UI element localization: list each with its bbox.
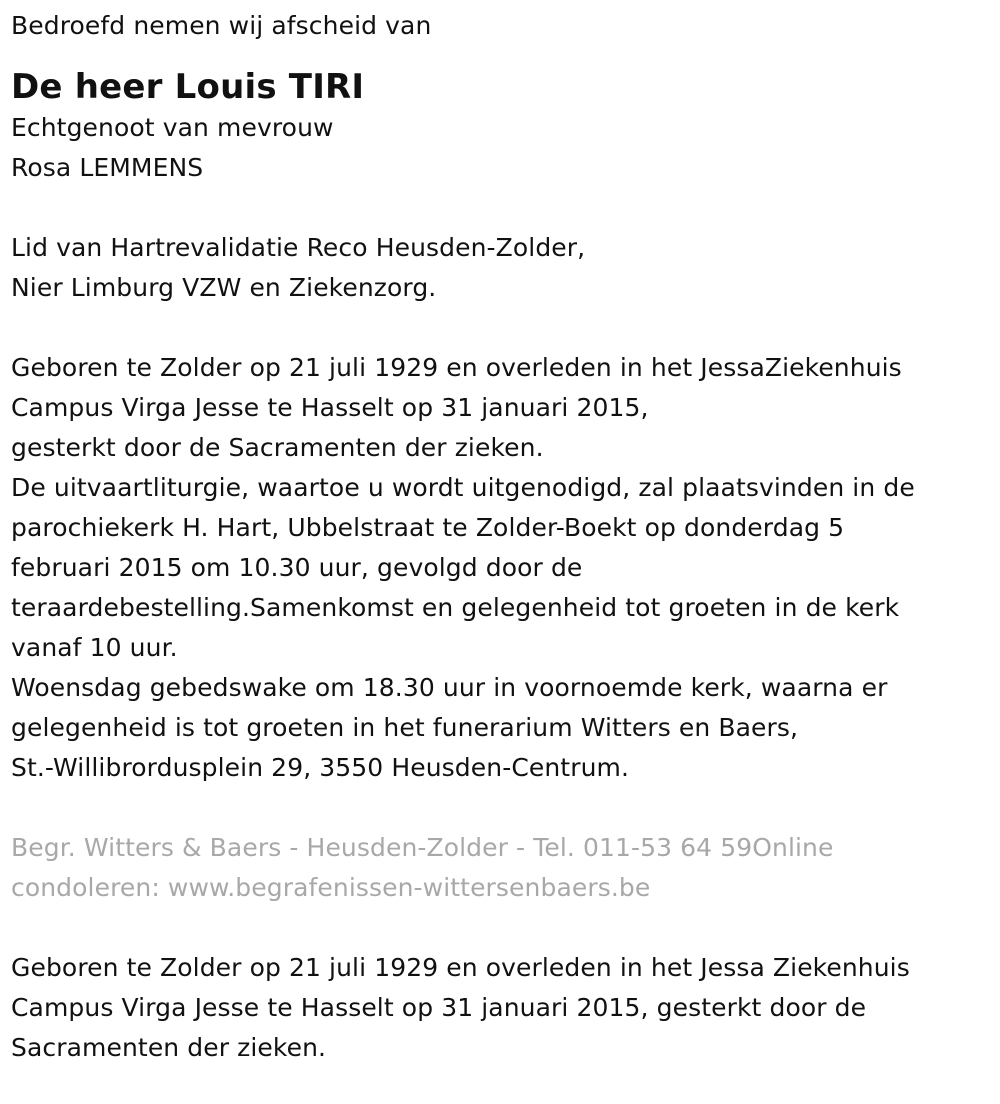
announcement-line: februari 2015 om 10.30 uur, gevolgd door de bbox=[11, 553, 583, 582]
membership-line-1: Lid van Hartrevalidatie Reco Heusden-Zolder, bbox=[11, 233, 586, 262]
funeral-home-block bbox=[11, 828, 1000, 908]
spouse-line-1: Echtgenoot van mevrouw bbox=[11, 113, 334, 142]
spacer bbox=[11, 308, 1000, 348]
funeral-home-line: condoleren: www.begrafenissen-wittersenbaers.be bbox=[11, 873, 651, 902]
announcement-line: St.-Willibrordusplein 29, 3550 Heusden-Centrum. bbox=[11, 753, 630, 782]
announcement-line: parochiekerk H. Hart, Ubbelstraat te Zolder-Boekt op donderdag 5 bbox=[11, 513, 845, 542]
spacer bbox=[11, 908, 1000, 948]
deceased-name: De heer Louis TIRI bbox=[11, 67, 365, 107]
intro-text: Bedroefd nemen wij afscheid van bbox=[11, 11, 432, 40]
spacer bbox=[11, 788, 1000, 828]
membership-line-2: Nier Limburg VZW en Ziekenzorg. bbox=[11, 273, 437, 302]
spouse-line-2: Rosa LEMMENS bbox=[11, 153, 204, 182]
summary-line: Geboren te Zolder op 21 juli 1929 en overleden in het Jessa Ziekenhuis bbox=[11, 953, 910, 982]
summary-line: Sacramenten der zieken. bbox=[11, 1033, 327, 1062]
announcement-line: teraardebestelling.Samenkomst en gelegenheid tot groeten in de kerk bbox=[11, 593, 900, 622]
funeral-home-line: Begr. Witters & Baers - Heusden-Zolder - Tel. 011-53 64 59Online bbox=[11, 833, 834, 862]
announcement-line: Geboren te Zolder op 21 juli 1929 en overleden in het JessaZiekenhuis bbox=[11, 353, 902, 382]
announcement-block bbox=[11, 348, 1000, 788]
announcement-line: De uitvaartliturgie, waartoe u wordt uitgenodigd, zal plaatsvinden in de bbox=[11, 473, 915, 502]
summary-block bbox=[11, 948, 1000, 1068]
summary-line: Campus Virga Jesse te Hasselt op 31 januari 2015, gesterkt door de bbox=[11, 993, 867, 1022]
spacer bbox=[11, 188, 1000, 228]
announcement-line: Campus Virga Jesse te Hasselt op 31 januari 2015, bbox=[11, 393, 649, 422]
announcement-line: vanaf 10 uur. bbox=[11, 633, 178, 662]
announcement-line: gelegenheid is tot groeten in het funerarium Witters en Baers, bbox=[11, 713, 799, 742]
announcement-line: gesterkt door de Sacramenten der zieken. bbox=[11, 433, 544, 462]
announcement-line: Woensdag gebedswake om 18.30 uur in voornoemde kerk, waarna er bbox=[11, 673, 888, 702]
